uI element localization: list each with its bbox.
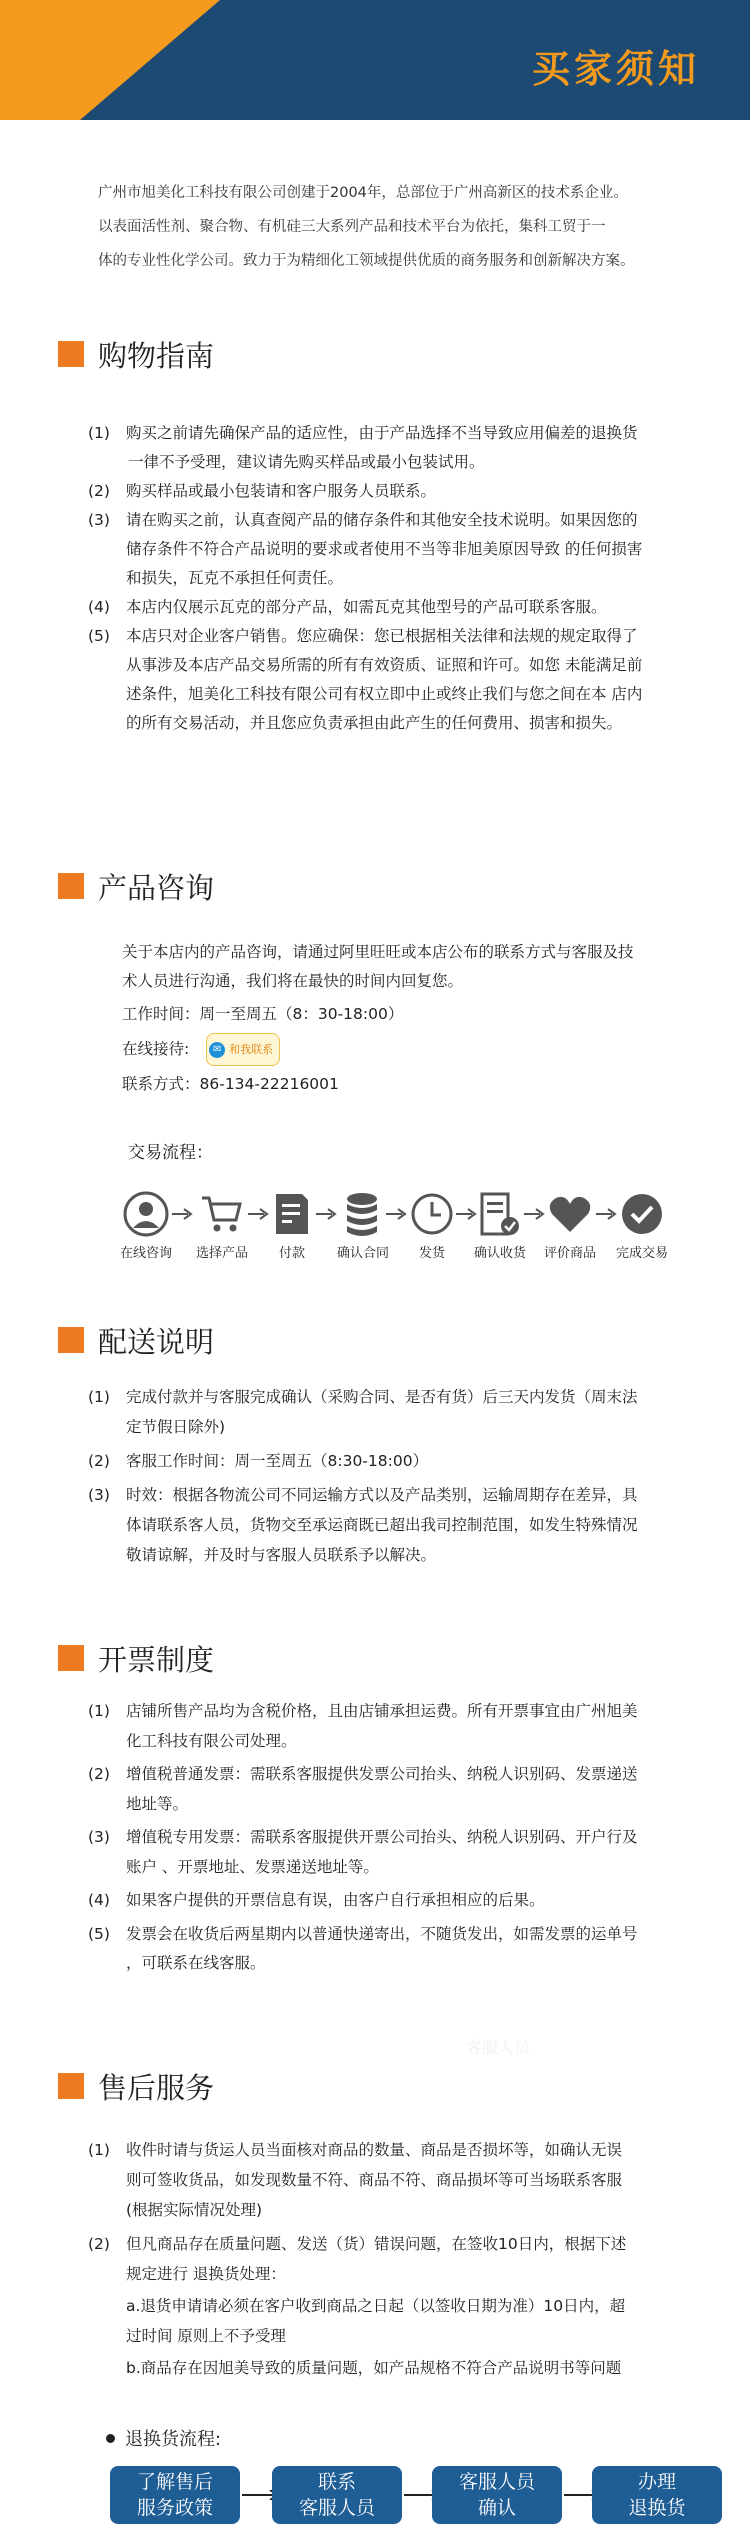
- flow-step-label: 确认收货: [473, 1246, 526, 1261]
- consult-text: 术人员进行沟通，我们将在最快的时间内回复您。: [122, 972, 464, 990]
- receipt-check-icon: [478, 1190, 522, 1238]
- item-text: 账户 、开票地址、发票递送地址等。: [126, 1857, 379, 1876]
- list-item: [88, 477, 728, 506]
- flow-step-label: 付款: [278, 1246, 305, 1261]
- flow-step-label: 确认合同: [336, 1246, 389, 1261]
- header-orange-accent: [0, 0, 220, 120]
- return-step-box: [110, 2466, 240, 2524]
- invoice-list: [88, 1697, 728, 1979]
- section-title: 产品咨询: [98, 870, 215, 905]
- contact-me-label: 和我联系: [229, 1043, 274, 1056]
- item-number: (3): [88, 1486, 110, 1504]
- item-number: (2): [88, 1452, 110, 1470]
- item-text: 储存条件不符合产品说明的要求或者使用不当等非旭美原因导致 的任何损害: [126, 540, 643, 558]
- list-item: [88, 1697, 728, 1756]
- list-item: [88, 1382, 728, 1442]
- return-step-box: [592, 2466, 722, 2524]
- delivery-list: [88, 1382, 728, 1570]
- list-item: [88, 1886, 728, 1916]
- section-title: 配送说明: [98, 1324, 215, 1359]
- item-text: 一律不予受理，建议请先购买样品或最小包装试用。: [128, 453, 485, 471]
- item-number: (3): [88, 1828, 110, 1846]
- item-text: ，可联系在线客服。: [126, 1954, 266, 1972]
- section-heading-after-sales: [58, 2066, 214, 2106]
- intro-line: 以表面活性剂、聚合物、有机硅三大系列产品和技术平台为依托，集科工贸于一: [98, 219, 606, 235]
- return-step-line: 客服人员: [458, 2471, 535, 2493]
- intro-line: 体的专业性化学公司。致力于为精细化工领域提供优质的商务服务和创新解决方案。: [98, 253, 635, 269]
- item-text: 客服工作时间：周一至周五（8:30-18:00）: [126, 1452, 429, 1470]
- item-text: 和损失，瓦克不承担任何责任。: [126, 569, 344, 587]
- item-text: 过时间 原则上不予受理: [126, 2327, 286, 2345]
- item-text: 敬请谅解，并及时与客服人员联系予以解决。: [126, 1546, 437, 1564]
- item-number: (1): [88, 2141, 110, 2159]
- intro-line: 广州市旭美化工科技有限公司创建于2004年，总部位于广州高新区的技术系企业。: [98, 185, 628, 201]
- section-title: 购物指南: [98, 338, 215, 373]
- flow-step-label: 发货: [418, 1246, 445, 1261]
- item-text: 收件时请与货运人员当面核对商品的数量、商品是否损坏等，如确认无误: [126, 2141, 623, 2159]
- chat-icon: ✉: [209, 1042, 225, 1058]
- item-text: 则可签收货品，如发现数量不符、商品不符、商品损坏等可当场联系客服: [126, 2171, 623, 2189]
- arrow-icon: [524, 1208, 546, 1220]
- item-text: 完成付款并与客服完成确认（采购合同、是否有货）后三天内发货（周末法: [126, 1388, 638, 1406]
- item-text: (根据实际情况处理): [126, 2201, 263, 2219]
- item-number: (2): [88, 1765, 110, 1783]
- arrow-icon: [456, 1208, 478, 1220]
- item-number: (2): [88, 482, 110, 500]
- list-item: [88, 1823, 728, 1882]
- item-text: 地址等。: [126, 1794, 189, 1813]
- consult-block: [122, 938, 732, 1099]
- item-text: 购买之前请先确保产品的适应性，由于产品选择不当导致应用偏差的退换货: [126, 424, 638, 442]
- return-step-box: [272, 2466, 402, 2524]
- item-number: (5): [88, 627, 110, 645]
- return-step-line: 办理: [637, 2471, 676, 2493]
- cart-icon: [198, 1190, 246, 1238]
- return-step-line: 服务政策: [136, 2497, 213, 2519]
- section-title: 开票制度: [98, 1642, 215, 1677]
- bullet-icon: [106, 2434, 115, 2443]
- list-item: [88, 1920, 728, 1979]
- item-text: b.商品存在因旭美导致的质量问题，如产品规格不符合产品说明书等问题: [126, 2359, 622, 2377]
- item-text: 化工科技有限公司处理。: [126, 1731, 297, 1750]
- flow-step-label: 选择产品: [195, 1246, 248, 1261]
- section-marker: [58, 2073, 84, 2099]
- list-item: [88, 506, 728, 593]
- item-text: 发票会在收货后两星期内以普通快递寄出，不随货发出，如需发票的运单号: [126, 1924, 638, 1943]
- contact-info: 联系方式：86-134-22216001: [122, 1075, 339, 1093]
- item-text: 购买样品或最小包装请和客户服务人员联系。: [126, 482, 437, 500]
- shopping-list: [88, 419, 728, 738]
- arrow-icon: [386, 1208, 408, 1220]
- consult-text: 关于本店内的产品咨询，请通过阿里旺旺或本店公布的联系方式与客服及技: [122, 943, 634, 961]
- flow-step-label: 完成交易: [615, 1246, 668, 1261]
- return-step-line: 了解售后: [136, 2471, 213, 2493]
- item-text: 增值税普通发票：需联系客服提供发票公司抬头、纳税人识别码、发票递送: [126, 1765, 638, 1783]
- header-banner: [0, 0, 750, 120]
- item-text: 规定进行 退换货处理：: [126, 2265, 286, 2283]
- arrow-icon: [172, 1208, 194, 1220]
- item-text: 但凡商品存在质量问题、发送（货）错误问题，在签收10日内，根据下述: [126, 2235, 627, 2253]
- list-item: [88, 1760, 728, 1819]
- return-step-line: 联系: [317, 2471, 356, 2493]
- heart-icon: [546, 1190, 594, 1238]
- arrow-icon: [316, 1208, 338, 1220]
- section-heading-shopping: [58, 334, 214, 374]
- online-row: [122, 1033, 732, 1066]
- item-number: (2): [88, 2235, 110, 2253]
- item-text: 的所有交易活动，并且您应负责承担由此产生的任何费用、损害和损失。: [126, 714, 623, 732]
- arrow-icon: [248, 1208, 270, 1220]
- list-item: [88, 2229, 728, 2383]
- after-sales-list: [88, 2135, 728, 2383]
- item-text: 时效：根据各物流公司不同运输方式以及产品类别，运输周期存在差异，具: [126, 1486, 638, 1504]
- return-step-line: 客服人员: [298, 2497, 375, 2519]
- item-text: 体请联系客人员，货物交至承运商既已超出我司控制范围，如发生特殊情况: [126, 1516, 638, 1534]
- list-item: [88, 593, 728, 622]
- work-hours: 工作时间：周一至周五（8：30-18:00）: [122, 1005, 404, 1023]
- online-label: 在线接待:: [122, 1040, 190, 1058]
- list-item: [88, 2135, 728, 2225]
- section-heading-invoice: [58, 1638, 214, 1678]
- section-marker: [58, 341, 84, 367]
- list-item: [88, 419, 728, 477]
- return-step-line: 确认: [477, 2497, 516, 2519]
- item-text: 从事涉及本店产品交易所需的所有有效资质、证照和许可。如您 未能满足前: [126, 656, 643, 674]
- return-step-box: [432, 2466, 562, 2524]
- item-text: a.退货申请请必须在客户收到商品之日起（以签收日期为准）10日内，超: [126, 2297, 626, 2315]
- section-heading-delivery: [58, 1320, 214, 1360]
- section-marker: [58, 1645, 84, 1671]
- flow-step-label: 在线咨询: [119, 1246, 172, 1261]
- item-number: (5): [88, 1924, 110, 1943]
- item-number: (4): [88, 1891, 110, 1909]
- contact-me-badge[interactable]: [206, 1033, 280, 1066]
- return-step-line: 退换货: [628, 2497, 686, 2519]
- user-icon: [122, 1190, 170, 1238]
- item-text: 店铺所售产品均为含税价格，且由店铺承担运费。所有开票事宜由广州旭美: [126, 1702, 638, 1720]
- check-circle-icon: [618, 1190, 666, 1238]
- section-title: 售后服务: [98, 2070, 215, 2105]
- item-text: 如果客户提供的开票信息有误，由客户自行承担相应的后果。: [126, 1891, 545, 1909]
- company-intro: [98, 176, 698, 278]
- return-flow-title: [106, 2425, 221, 2451]
- page-title: 买家须知: [531, 47, 700, 91]
- section-heading-consult: [58, 866, 214, 906]
- item-number: (4): [88, 598, 110, 616]
- item-text: 本店内仅展示瓦克的部分产品，如需瓦克其他型号的产品可联系客服。: [126, 598, 607, 616]
- list-item: [88, 1446, 728, 1476]
- arrow-icon: [596, 1208, 618, 1220]
- flow-title: 交易流程：: [128, 1143, 213, 1163]
- return-flow-label: 退换货流程:: [125, 2429, 222, 2450]
- ghost-text: 客服人员: [466, 2038, 531, 2057]
- list-item: [88, 1480, 728, 1570]
- section-marker: [58, 873, 84, 899]
- section-marker: [58, 1327, 84, 1353]
- clock-icon: [410, 1190, 454, 1238]
- flow-step-label: 评价商品: [543, 1246, 596, 1261]
- item-text: 本店只对企业客户销售。您应确保：您已根据相关法律和法规的规定取得了: [126, 627, 638, 645]
- item-text: 请在购买之前，认真查阅产品的储存条件和其他安全技术说明。如果因您的: [126, 511, 638, 529]
- item-number: (1): [88, 1388, 110, 1406]
- item-text: 增值税专用发票：需联系客服提供开票公司抬头、纳税人识别码、开户行及: [126, 1828, 638, 1846]
- payment-doc-icon: [272, 1190, 312, 1238]
- item-text: 定节假日除外): [126, 1418, 226, 1436]
- contract-coins-icon: [342, 1190, 382, 1238]
- item-number: (1): [88, 424, 110, 442]
- item-number: (3): [88, 511, 110, 529]
- item-text: 述条件，旭美化工科技有限公司有权立即中止或终止我们与您之间在本 店内: [126, 685, 643, 703]
- list-item: [88, 622, 728, 738]
- item-number: (1): [88, 1702, 110, 1720]
